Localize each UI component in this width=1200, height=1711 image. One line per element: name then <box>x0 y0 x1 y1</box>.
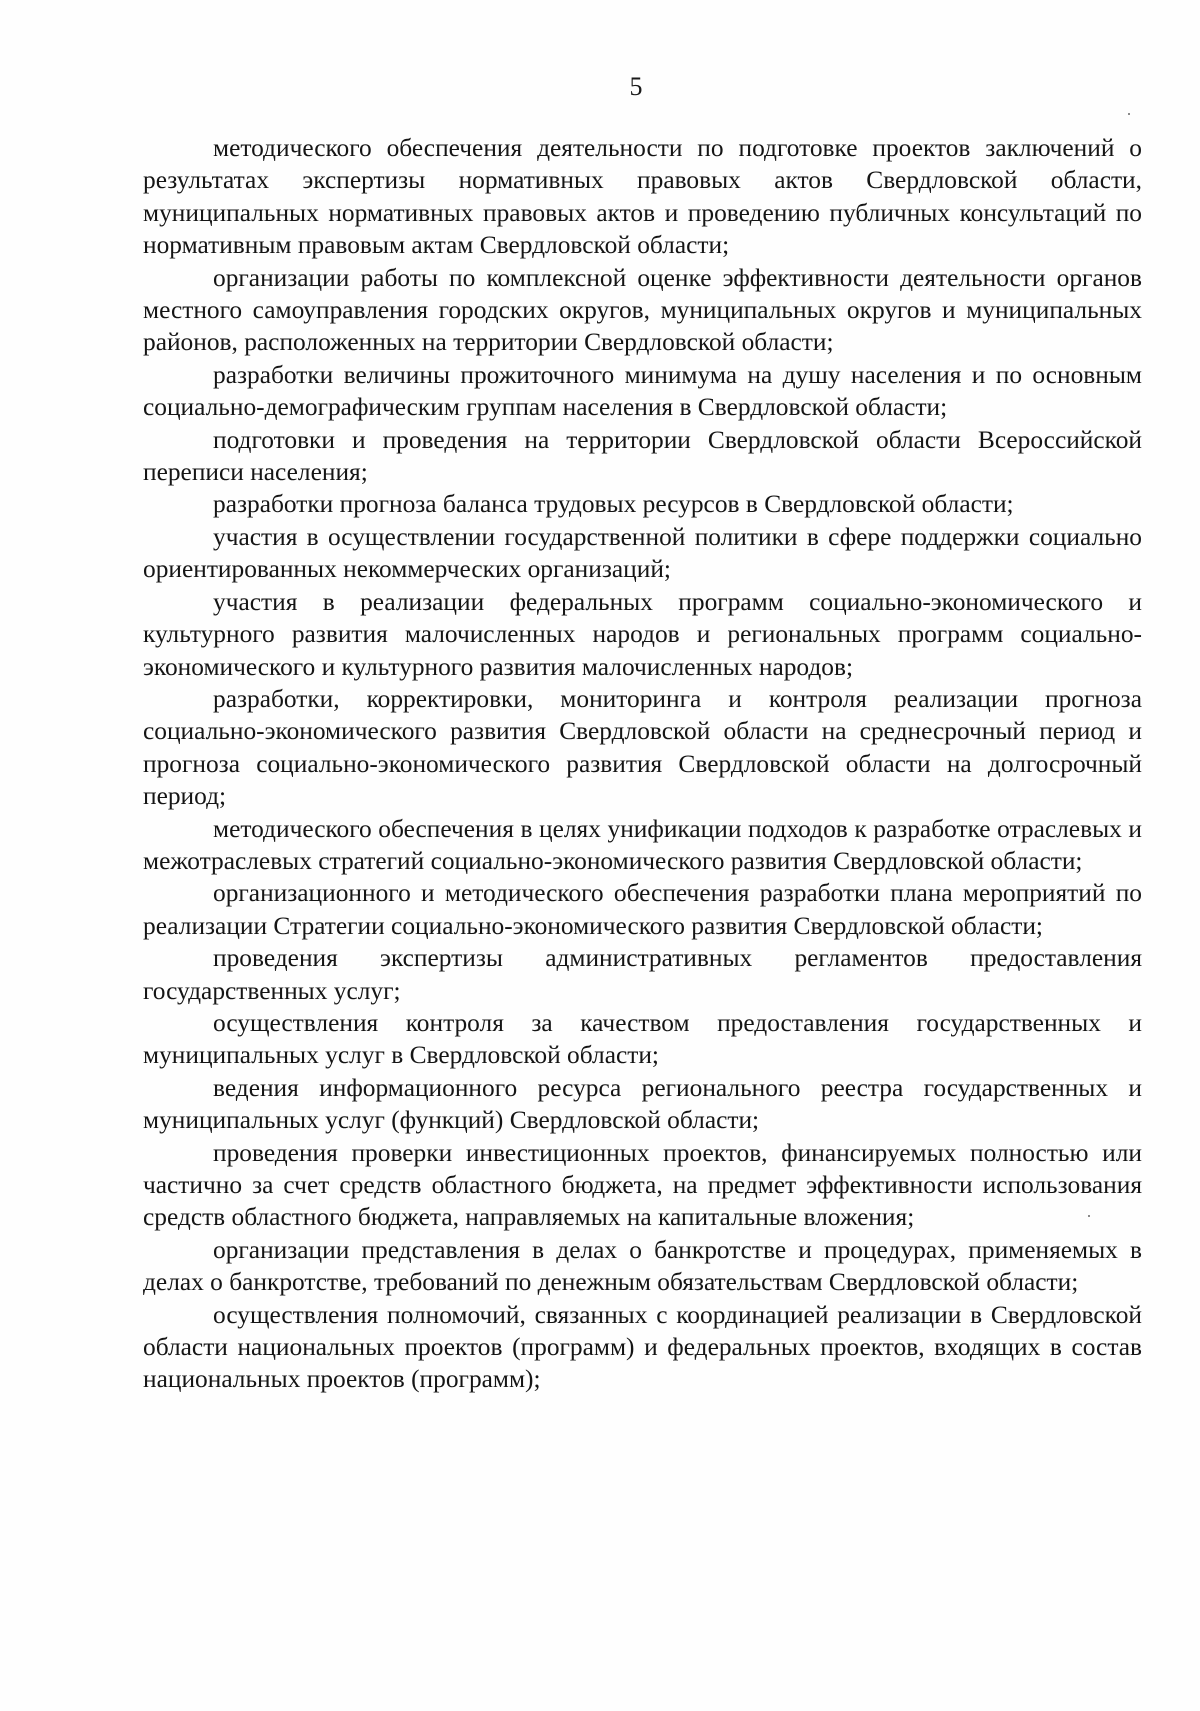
paragraph: методического обеспечения в целях унификации подходов к разработке отраслевых и межотраслевых стратегий социально-экономического развития Свердловской области; <box>143 814 1142 875</box>
scan-speck <box>1128 113 1130 115</box>
paragraph: осуществления контроля за качеством предоставления государственных и муниципальных услуг в Свердловской области; <box>143 1008 1142 1070</box>
paragraph: разработки величины прожиточного минимума на душу населения и по основным социально-демографическим группам населения в Свердловской области; <box>143 360 1142 422</box>
paragraph: организации работы по комплексной оценке эффективности деятельности органов местного самоуправления городских округов, муниципальных округов и муниципальных районов, расположенных на территории Свердловской области; <box>143 263 1142 357</box>
paragraph: организации представления в делах о банкротстве и процедурах, применяемых в делах о банкротстве, требований по денежным обязательствам Свердловской области; <box>143 1235 1142 1297</box>
paragraph: проведения проверки инвестиционных проектов, финансируемых полностью или частично за счет средств областного бюджета, на предмет эффективности использования средств областного бюджета, направляемых на капитальные вложения; <box>143 1138 1142 1232</box>
paragraph: осуществления полномочий, связанных с координацией реализации в Свердловской области национальных проектов (программ) и федеральных проектов, входящих в состав национальных проектов (программ); <box>143 1300 1142 1394</box>
paragraph: организационного и методического обеспечения разработки плана мероприятий по реализации Стратегии социально-экономического развития Свердловской области; <box>143 879 1142 940</box>
paragraph: участия в реализации федеральных программ социально-экономического и культурного развития малочисленных народов и региональных программ социально-экономического и культурного развития малочисленных народов; <box>143 587 1142 681</box>
paragraph: проведения экспертизы административных регламентов предоставления государственных услуг; <box>143 944 1142 1005</box>
paragraph: разработки, корректировки, мониторинга и контроля реализации прогноза социально-экономического развития Свердловской области на среднесрочный период и прогноза социально-экономического развития Свердловской области на долгосрочный период; <box>143 684 1142 811</box>
document-body <box>143 132 1142 1396</box>
paragraph: разработки прогноза баланса трудовых ресурсов в Свердловской области; <box>213 490 1014 519</box>
paragraph: подготовки и проведения на территории Свердловской области Всероссийской переписи населения; <box>143 425 1142 487</box>
page-number: 5 <box>629 72 643 101</box>
paragraph: методического обеспечения деятельности по подготовке проектов заключений о результатах экспертизы нормативных правовых актов Свердловской области, муниципальных нормативных правовых актов и проведению публичных консультаций по нормативным правовым актам Свердловской области; <box>143 134 1142 260</box>
paragraph: участия в осуществлении государственной политики в сфере поддержки социально ориентированных некоммерческих организаций; <box>143 522 1142 584</box>
paragraph: ведения информационного ресурса регионального реестра государственных и муниципальных услуг (функций) Свердловской области; <box>143 1073 1142 1135</box>
scan-speck <box>1088 1215 1090 1217</box>
